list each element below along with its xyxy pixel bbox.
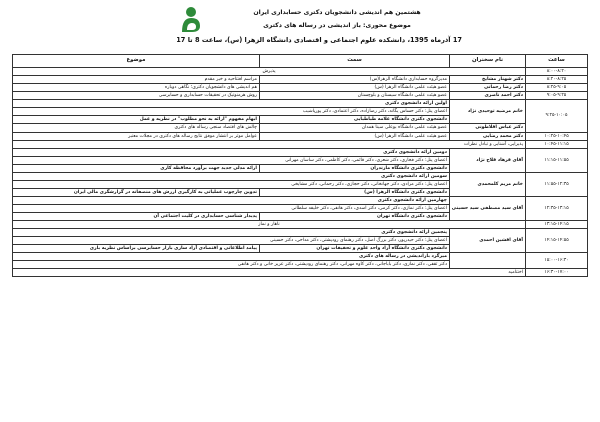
col-header-topic: موضوع [13, 55, 260, 68]
table-row [13, 84, 588, 92]
time-cell: ۱۳:۱۵-۱۴:۱۵ [526, 221, 588, 229]
time-cell: ۱۰:۲۵-۱۰:۴۵ [526, 133, 588, 141]
table-row [13, 229, 588, 237]
table-header-row [13, 55, 588, 68]
time-cell: ۹:۲۵-۱۰:۰۵ [526, 100, 588, 133]
conference-title: هشتمین هم اندیشی دانشجویان دکتری حسابداری ایران [253, 9, 421, 16]
table-row [13, 76, 588, 84]
speaker-cell: آقای افشین احمدی [450, 229, 526, 253]
speaker-cell [450, 253, 526, 269]
time-cell: ۱۱:۱۵-۱۱:۵۵ [526, 149, 588, 173]
university-cell: دانشجوی دکتری دانشگاه آزاد واحد علوم و تحقیقات تهران [260, 245, 450, 253]
speaker-cell: خانم مرضیه توحیدی نژاد [450, 100, 526, 124]
topic-cell: روش هرمنوتیک در تحقیقات حسابداری و حسابرسی [13, 92, 260, 100]
conference-theme: موضوع محوری: باز اندیشی در رساله های دکتری [263, 22, 411, 29]
col-header-position: سمت [260, 55, 450, 68]
time-cell: ۸:۲۰-۸:۲۵ [526, 76, 588, 84]
panel-members: اعضای پنل: دکتر فخاری، دکتر شعری، دکتر قائمی، دکتر کاظمی، دکتر ساسان مهرانی [13, 157, 450, 165]
time-cell: ۱۱:۵۵-۱۲:۳۵ [526, 173, 588, 197]
table-row [13, 221, 588, 229]
topic-cell: هم اندیشی های دانشجویان دکتری؛ نگاهی دوباره [13, 84, 260, 92]
university-cell: دانشجوی دکتری دانشگاه مازندران [260, 165, 450, 173]
topic-cell: اختتامیه [13, 269, 526, 277]
schedule-table [12, 54, 588, 277]
topic-cell: پذیرایی، آشنایی و تبادل نظرات [13, 141, 526, 149]
position-cell: عضو هیئت علمی دانشگاه بوعلی سینا همدان [260, 124, 450, 133]
col-header-time: ساعت [526, 55, 588, 68]
topic-cell: ناهار و نماز [13, 221, 526, 229]
conference-date-venue: 17 آذرماه 1395، دانشکده علوم اجتماعی و اقتصادی دانشگاه الزهرا (س)، ساعت 8 تا 17 [176, 36, 462, 44]
topic-cell: چالش های اقتصاد سنجی رساله های دکتری [13, 124, 260, 133]
presentation-title: چهارمین ارائه دانشجوی دکتری [13, 197, 450, 205]
panel-members: اعضای پنل: دکتر مرادی، دکتر جهانخانی، دکتر حجازی، دکتر رحمانی، دکتر مشایخی [13, 181, 450, 189]
presentation-title: پنجمین ارائه دانشجوی دکتری [13, 229, 450, 237]
program-header [0, 0, 600, 54]
time-cell: ۱۲:۳۵-۱۳:۱۵ [526, 197, 588, 221]
panel-members: اعضای پنل: دکتر نمازی، دکتر کرمی، دکتر اسدی، دکتر هانفی، دکتر خلیفه سلطانی [13, 205, 450, 213]
speaker-cell: دکتر رضا رحمانی [450, 84, 526, 92]
time-cell: ۱۶:۳۰-۱۷:۰۰ [526, 269, 588, 277]
presentation-title: سومین ارائه دانشجوی دکتری [13, 173, 450, 181]
speaker-cell: دکتر عباس افلاطونی [450, 124, 526, 133]
panel-members: دکتر ثقفی، دکتر نمازی، دکتر باباجانی، دکتر کاوه مهرانی، دکتر رهنمای رودپشتی، دکتر عزیز خانی و دکتر هانفی [13, 261, 450, 269]
speaker-cell: دکتر احمد ناصری [450, 92, 526, 100]
table-row [13, 253, 588, 261]
table-row [13, 149, 588, 157]
position-cell: مدیرگروه حسابداری دانشگاه الزهرا(س) [260, 76, 450, 84]
university-cell: دانشجوی دکتری دانشگاه الزهرا (س) [260, 189, 450, 197]
position-cell: عضو هیئت علمی دانشگاه سیستان و بلوچستان [260, 92, 450, 100]
position-cell: عضو هیئت علمی دانشگاه الزهرا (س) [260, 84, 450, 92]
table-row [13, 173, 588, 181]
table-row [13, 68, 588, 76]
speaker-cell: آقای سید مصطفی سید حسینی [450, 197, 526, 221]
table-row [13, 133, 588, 141]
thesis-title: تدوین چارچوب عملیاتی به کارگیری ارزش های منصفانه در گزارشگری مالی ایران [13, 189, 260, 197]
time-cell: ۱۵:۰۰-۱۶:۳۰ [526, 253, 588, 269]
university-cell: دانشجوی دکتری دانشگاه تهران [260, 213, 450, 221]
time-cell: ۹:۰۵-۹:۲۵ [526, 92, 588, 100]
table-row [13, 100, 588, 108]
panel-members: اعضای پنل: دکتر حساس یگانه، دکتر رضازاده، دکتر اعتمادی، دکتر پورپاشیب [13, 108, 450, 116]
topic-cell: پذیرش [13, 68, 526, 76]
topic-cell: عوامل موثر بر انتشار موفق نتایج رساله های دکتری در مجلات معتبر [13, 133, 260, 141]
thesis-title: پیامد اطلاعاتی و اقتصادی آزاد سازی بازار حسابرسی براساس نظریه بازی [13, 245, 260, 253]
col-header-speaker: نام سخنران [450, 55, 526, 68]
topic-cell: مراسم افتتاحیه و خیر مقدم [13, 76, 260, 84]
speaker-cell: دکتر شهناز مشایخ [450, 76, 526, 84]
time-cell: ۱۴:۱۵-۱۴:۵۵ [526, 229, 588, 253]
table-row [13, 197, 588, 205]
time-cell: ۸:۲۵-۹:۰۵ [526, 84, 588, 92]
time-cell: ۱۰:۴۵-۱۱:۱۵ [526, 141, 588, 149]
table-row [13, 141, 588, 149]
roundtable-title: میزگرد بازاندیشی در رساله های دکتری [13, 253, 450, 261]
speaker-cell: دکتر محمد رضایی [450, 133, 526, 141]
table-row [13, 269, 588, 277]
thesis-title: ابهام مفهوم "ارائه به نحو مطلوب" در نظریه و عمل [13, 116, 260, 124]
presentation-title: دومین ارائه دانشجوی دکتری [13, 149, 450, 157]
presentation-title: اولین ارائه دانشجوی دکتری [13, 100, 450, 108]
university-cell: دانشجوی دکتری دانشگاه علامه طباطبایی [260, 116, 450, 124]
table-row [13, 124, 588, 133]
thesis-title: پدیدار شناسی حسابداری در کلیت اجتماعی آن [13, 213, 260, 221]
speaker-cell: خانم مریم کلمحمدی [450, 173, 526, 197]
time-cell: ۸:۰۰-۸:۲۰ [526, 68, 588, 76]
table-row [13, 92, 588, 100]
thesis-title: ارائه مدلی جدید جهت برآورد محافظه کاری [13, 165, 260, 173]
panel-members: اعضای پنل: دکتر حیدرپور، دکتر بزرگ اصل، دکتر رهنمای رودپشتی، دکتر مداحی، دکتر حسینی [13, 237, 450, 245]
speaker-cell: آقای فرهاد فلاح نژاد [450, 149, 526, 173]
conference-logo-icon [178, 4, 204, 34]
position-cell: عضو هیئت علمی دانشگاه الزهرا (س) [260, 133, 450, 141]
